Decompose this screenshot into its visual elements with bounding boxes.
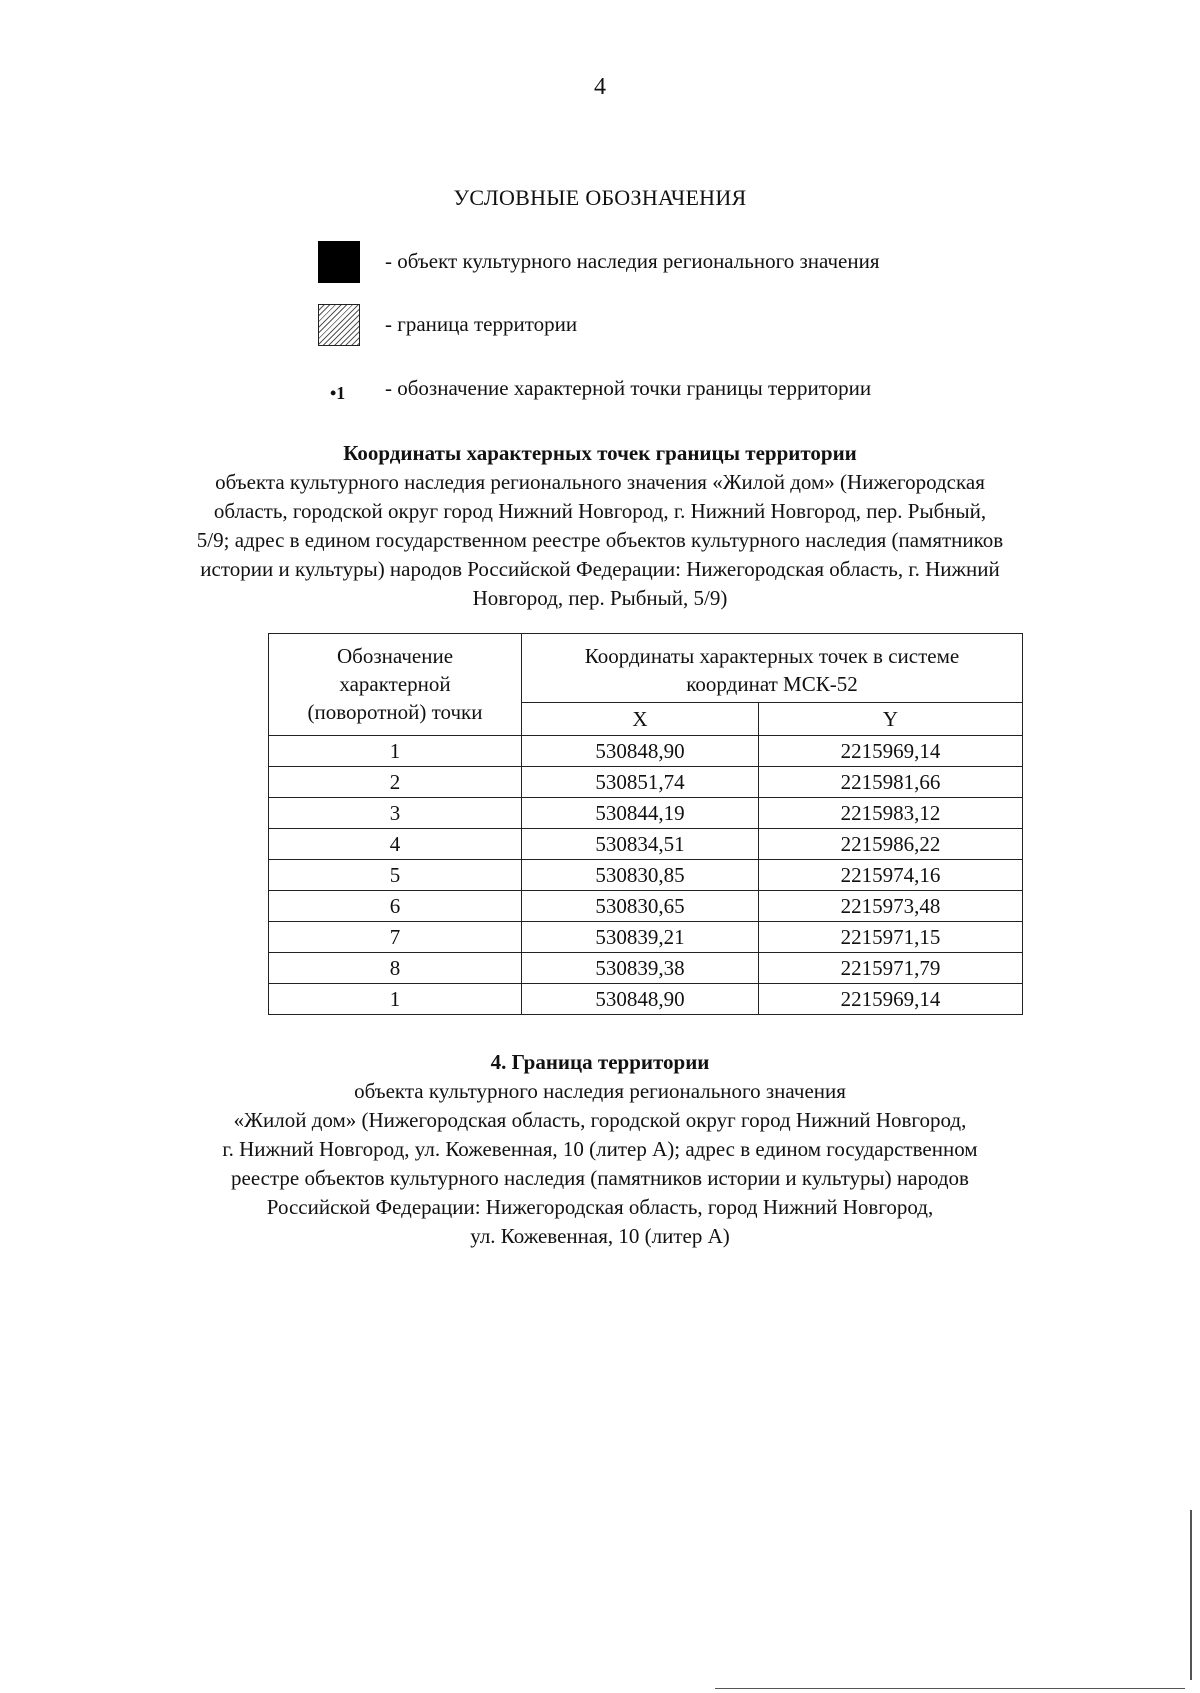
cell-point: 3 — [269, 798, 522, 829]
legend-item-boundary-point — [0, 375, 1200, 419]
coords-section-line: объекта культурного наследия регионального значения «Жилой дом» (Нижегородская — [215, 470, 985, 494]
cell-point: 4 — [269, 829, 522, 860]
cell-point: 2 — [269, 767, 522, 798]
hatched-square-icon — [318, 304, 360, 346]
header-point-line: (поворотной) точки — [307, 700, 483, 724]
header-point-line: характерной — [339, 672, 451, 696]
boundary-section-line: объекта культурного наследия регионального значения — [354, 1079, 846, 1103]
legend-item-text: - обозначение характерной точки границы территории — [385, 376, 872, 400]
table-row — [269, 891, 1023, 922]
cell-y: 2215983,12 — [759, 798, 1023, 829]
table-row — [269, 767, 1023, 798]
scan-edge-line — [1190, 1510, 1192, 1680]
black-square-icon — [318, 241, 360, 283]
table-row — [269, 922, 1023, 953]
coords-section-line: 5/9; адрес в едином государственном реестре объектов культурного наследия (памятников — [196, 528, 1004, 552]
legend-item-heritage-object — [0, 241, 1200, 285]
header-coordinates-line: Координаты характерных точек в системе — [584, 644, 960, 668]
coordinates-table — [268, 633, 1023, 1015]
page-number: 4 — [594, 74, 606, 100]
cell-x: 530839,38 — [522, 953, 759, 984]
table-row — [269, 984, 1023, 1015]
table-row — [269, 860, 1023, 891]
coords-section-line: Новгород, пер. Рыбный, 5/9) — [472, 586, 728, 610]
cell-point: 1 — [269, 736, 522, 767]
legend-item-territory-boundary — [0, 304, 1200, 348]
cell-y: 2215971,79 — [759, 953, 1023, 984]
cell-point: 1 — [269, 984, 522, 1015]
cell-x: 530830,85 — [522, 860, 759, 891]
cell-y: 2215971,15 — [759, 922, 1023, 953]
cell-x: 530839,21 — [522, 922, 759, 953]
table-row — [269, 953, 1023, 984]
scan-edge-line — [715, 1688, 1185, 1689]
coords-section-line: область, городской округ город Нижний Новгород, г. Нижний Новгород, пер. Рыбный, — [213, 499, 987, 523]
boundary-section-line: ул. Кожевенная, 10 (литер А) — [470, 1224, 730, 1248]
legend-item-text: - объект культурного наследия регионального значения — [385, 249, 880, 273]
boundary-section-line: г. Нижний Новгород, ул. Кожевенная, 10 (литер А); адрес в едином государственном — [222, 1137, 978, 1161]
header-x: X — [522, 703, 759, 736]
cell-point: 6 — [269, 891, 522, 922]
cell-x: 530844,19 — [522, 798, 759, 829]
coords-section-line: истории и культуры) народов Российской Федерации: Нижегородская область, г. Нижний — [200, 557, 1000, 581]
boundary-section — [150, 1048, 1050, 1251]
legend-item-text: - граница территории — [385, 312, 578, 336]
point-marker-icon: •1 — [330, 383, 346, 403]
boundary-section-line: реестре объектов культурного наследия (памятников истории и культуры) народов — [231, 1166, 969, 1190]
cell-y: 2215986,22 — [759, 829, 1023, 860]
cell-y: 2215973,48 — [759, 891, 1023, 922]
cell-point: 8 — [269, 953, 522, 984]
cell-y: 2215969,14 — [759, 736, 1023, 767]
boundary-section-line: «Жилой дом» (Нижегородская область, городской округ город Нижний Новгород, — [233, 1108, 967, 1132]
header-y: Y — [759, 703, 1023, 736]
cell-y: 2215974,16 — [759, 860, 1023, 891]
coords-section — [150, 439, 1050, 613]
cell-point: 5 — [269, 860, 522, 891]
cell-x: 530848,90 — [522, 736, 759, 767]
header-point — [269, 634, 522, 736]
cell-y: 2215969,14 — [759, 984, 1023, 1015]
boundary-section-line: Российской Федерации: Нижегородская область, город Нижний Новгород, — [266, 1195, 934, 1219]
cell-x: 530851,74 — [522, 767, 759, 798]
header-point-line: Обозначение — [336, 644, 454, 668]
table-row — [269, 736, 1023, 767]
cell-x: 530848,90 — [522, 984, 759, 1015]
cell-x: 530834,51 — [522, 829, 759, 860]
boundary-section-title: 4. Граница территории — [490, 1050, 710, 1074]
legend-title: УСЛОВНЫЕ ОБОЗНАЧЕНИЯ — [453, 185, 747, 210]
table-row — [269, 798, 1023, 829]
cell-x: 530830,65 — [522, 891, 759, 922]
coords-section-title: Координаты характерных точек границы территории — [343, 441, 857, 465]
cell-point: 7 — [269, 922, 522, 953]
cell-y: 2215981,66 — [759, 767, 1023, 798]
table-row — [269, 829, 1023, 860]
header-coordinates — [522, 634, 1023, 703]
header-coordinates-line: координат МСК-52 — [686, 672, 858, 696]
